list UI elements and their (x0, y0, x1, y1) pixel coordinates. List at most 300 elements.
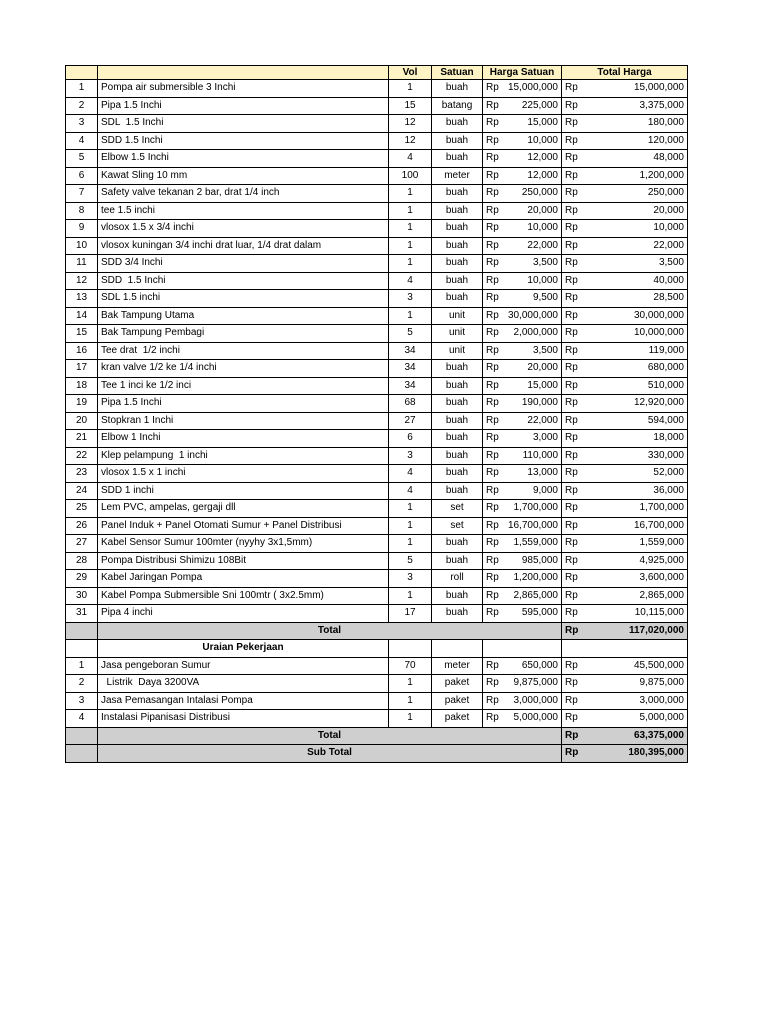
sub-total-row-amount-wrap (565, 745, 684, 761)
row-total-harga-wrap (565, 535, 684, 551)
currency-label: Rp (565, 537, 578, 549)
row-total-harga-value: 3,000,000 (639, 694, 684, 706)
row-total-harga-value: 40,000 (653, 274, 684, 286)
currency-label: Rp (486, 379, 499, 391)
currency-label: Rp (565, 747, 579, 759)
row-harga-satuan-wrap (486, 220, 558, 236)
row-vol: 34 (389, 342, 432, 360)
currency-label: Rp (565, 274, 578, 286)
currency-label: Rp (565, 502, 578, 514)
total-blank (66, 622, 98, 640)
row-harga-satuan-value: 3,000,000 (513, 694, 558, 706)
currency-label: Rp (486, 484, 499, 496)
row-harga-satuan-value: 1,700,000 (513, 502, 558, 514)
currency-label: Rp (565, 187, 578, 199)
row-harga-satuan-wrap (486, 185, 558, 201)
total-blank (66, 745, 98, 763)
row-number: 15 (66, 325, 98, 343)
currency-label: Rp (565, 624, 579, 636)
row-harga-satuan-value: 12,000 (527, 152, 558, 164)
row-number: 19 (66, 395, 98, 413)
row-harga-satuan-value: 1,200,000 (513, 572, 558, 584)
row-satuan: buah (432, 552, 483, 570)
row-total-harga (562, 517, 688, 535)
row-number: 13 (66, 290, 98, 308)
row-harga-satuan-value: 9,875,000 (513, 677, 558, 689)
table-row (66, 80, 688, 98)
row-harga-satuan (483, 237, 562, 255)
row-harga-satuan-value: 3,500 (532, 257, 558, 269)
row-total-harga (562, 500, 688, 518)
table-row (66, 447, 688, 465)
row-total-harga (562, 710, 688, 728)
row-total-harga-value: 680,000 (647, 362, 684, 374)
section-blank (66, 640, 98, 658)
row-harga-satuan (483, 185, 562, 203)
currency-label: Rp (565, 99, 578, 111)
row-harga-satuan-wrap (486, 500, 558, 516)
currency-label: Rp (486, 82, 499, 94)
row-harga-satuan-value: 13,000 (527, 467, 558, 479)
row-total-harga-value: 45,500,000 (633, 659, 684, 671)
row-satuan: buah (432, 535, 483, 553)
row-harga-satuan (483, 132, 562, 150)
row-harga-satuan-value: 10,000 (527, 274, 558, 286)
row-total-harga (562, 97, 688, 115)
work-total-row (66, 727, 688, 745)
row-total-harga-wrap (565, 273, 684, 289)
row-harga-satuan (483, 395, 562, 413)
row-harga-satuan-value: 15,000 (527, 117, 558, 129)
row-number: 4 (66, 710, 98, 728)
total-blank (66, 727, 98, 745)
currency-label: Rp (565, 712, 578, 724)
row-harga-satuan-value: 10,000 (527, 134, 558, 146)
row-vol: 1 (389, 500, 432, 518)
currency-label: Rp (565, 309, 578, 321)
row-total-harga-value: 30,000,000 (633, 309, 684, 321)
currency-label: Rp (565, 589, 578, 601)
row-item: Elbow 1.5 Inchi (98, 150, 389, 168)
row-satuan: meter (432, 167, 483, 185)
row-harga-satuan (483, 325, 562, 343)
table-row (66, 255, 688, 273)
row-harga-satuan-wrap (486, 360, 558, 376)
row-satuan: buah (432, 587, 483, 605)
currency-label: Rp (565, 414, 578, 426)
row-harga-satuan (483, 535, 562, 553)
currency-label: Rp (486, 309, 499, 321)
row-total-harga-value: 510,000 (647, 379, 684, 391)
row-total-harga-wrap (565, 658, 684, 674)
row-satuan: buah (432, 220, 483, 238)
row-vol: 5 (389, 552, 432, 570)
currency-label: Rp (565, 432, 578, 444)
table-row (66, 517, 688, 535)
row-total-harga (562, 290, 688, 308)
row-total-harga-value: 12,920,000 (633, 397, 684, 409)
row-vol: 27 (389, 412, 432, 430)
row-total-harga (562, 150, 688, 168)
row-item: Safety valve tekanan 2 bar, drat 1/4 inch (98, 185, 389, 203)
row-total-harga-wrap (565, 220, 684, 236)
sub-total-row-amount-value: 180,395,000 (628, 747, 684, 759)
currency-label: Rp (486, 694, 499, 706)
row-satuan: paket (432, 710, 483, 728)
cost-estimate-table (65, 65, 688, 763)
currency-label: Rp (565, 239, 578, 251)
row-number: 21 (66, 430, 98, 448)
row-total-harga-wrap (565, 430, 684, 446)
row-vol: 1 (389, 202, 432, 220)
row-harga-satuan-wrap (486, 448, 558, 464)
row-item: Instalasi Pipanisasi Distribusi (98, 710, 389, 728)
row-harga-satuan-value: 1,559,000 (513, 537, 558, 549)
row-item: vlosox kuningan 3/4 inchi drat luar, 1/4 drat dalam (98, 237, 389, 255)
row-satuan: buah (432, 202, 483, 220)
row-total-harga-wrap (565, 448, 684, 464)
materials-total-row (66, 622, 688, 640)
row-harga-satuan (483, 80, 562, 98)
row-number: 28 (66, 552, 98, 570)
row-item: Pompa Distribusi Shimizu 108Bit (98, 552, 389, 570)
table-row (66, 552, 688, 570)
currency-label: Rp (486, 239, 499, 251)
row-number: 25 (66, 500, 98, 518)
currency-label: Rp (565, 484, 578, 496)
row-harga-satuan-wrap (486, 203, 558, 219)
row-total-harga-wrap (565, 98, 684, 114)
row-number: 4 (66, 132, 98, 150)
materials-total-row-amount-wrap (565, 623, 684, 639)
row-total-harga-value: 120,000 (647, 134, 684, 146)
row-item: Bak Tampung Utama (98, 307, 389, 325)
row-harga-satuan (483, 552, 562, 570)
row-vol: 5 (389, 325, 432, 343)
row-vol: 1 (389, 675, 432, 693)
row-vol: 1 (389, 307, 432, 325)
currency-label: Rp (486, 589, 499, 601)
row-total-harga (562, 132, 688, 150)
row-harga-satuan-value: 595,000 (521, 607, 558, 619)
row-harga-satuan-wrap (486, 325, 558, 341)
row-harga-satuan-wrap (486, 168, 558, 184)
row-harga-satuan (483, 657, 562, 675)
row-total-harga-value: 10,000,000 (633, 327, 684, 339)
row-satuan: buah (432, 272, 483, 290)
row-harga-satuan (483, 290, 562, 308)
sub-total-row-amount (562, 745, 688, 763)
row-item: SDD 1 inchi (98, 482, 389, 500)
row-harga-satuan-wrap (486, 693, 558, 709)
row-harga-satuan (483, 150, 562, 168)
table-row (66, 167, 688, 185)
row-number: 31 (66, 605, 98, 623)
table-row (66, 97, 688, 115)
row-item: SDD 1.5 Inchi (98, 132, 389, 150)
row-harga-satuan-wrap (486, 343, 558, 359)
row-number: 22 (66, 447, 98, 465)
currency-label: Rp (565, 379, 578, 391)
row-item: Tee 1 inci ke 1/2 inci (98, 377, 389, 395)
row-total-harga-value: 594,000 (647, 414, 684, 426)
row-total-harga-value: 5,000,000 (639, 712, 684, 724)
row-total-harga (562, 465, 688, 483)
row-item: Klep pelampung 1 inchi (98, 447, 389, 465)
table-row (66, 220, 688, 238)
row-harga-satuan-wrap (486, 395, 558, 411)
row-total-harga-wrap (565, 203, 684, 219)
row-harga-satuan-wrap (486, 675, 558, 691)
row-satuan: buah (432, 412, 483, 430)
currency-label: Rp (565, 117, 578, 129)
row-total-harga-value: 20,000 (653, 204, 684, 216)
row-vol: 4 (389, 465, 432, 483)
table-row (66, 377, 688, 395)
row-item: Pipa 4 inchi (98, 605, 389, 623)
materials-total-row-amount-value: 117,020,000 (628, 624, 684, 636)
row-item: Listrik Daya 3200VA (98, 675, 389, 693)
row-harga-satuan-wrap (486, 238, 558, 254)
row-total-harga-value: 3,500 (658, 257, 684, 269)
row-total-harga-wrap (565, 150, 684, 166)
row-item: vlosox 1.5 x 1 inchi (98, 465, 389, 483)
section-blank (562, 640, 688, 658)
row-total-harga-wrap (565, 500, 684, 516)
row-harga-satuan-wrap (486, 605, 558, 621)
row-harga-satuan (483, 675, 562, 693)
row-number: 16 (66, 342, 98, 360)
row-number: 17 (66, 360, 98, 378)
row-item: SDL 1.5 inchi (98, 290, 389, 308)
row-vol: 1 (389, 535, 432, 553)
table-row (66, 465, 688, 483)
currency-label: Rp (486, 134, 499, 146)
row-harga-satuan-value: 225,000 (521, 99, 558, 111)
row-total-harga (562, 377, 688, 395)
row-vol: 1 (389, 710, 432, 728)
row-vol: 1 (389, 237, 432, 255)
work-total-row-amount (562, 727, 688, 745)
row-total-harga-value: 16,700,000 (633, 519, 684, 531)
row-harga-satuan-wrap (486, 378, 558, 394)
row-total-harga (562, 325, 688, 343)
row-harga-satuan-wrap (486, 658, 558, 674)
row-total-harga (562, 360, 688, 378)
currency-label: Rp (565, 134, 578, 146)
row-harga-satuan (483, 517, 562, 535)
row-satuan: unit (432, 342, 483, 360)
row-harga-satuan (483, 430, 562, 448)
row-total-harga-value: 2,865,000 (639, 589, 684, 601)
currency-label: Rp (565, 292, 578, 304)
row-satuan: buah (432, 290, 483, 308)
table-row (66, 185, 688, 203)
row-harga-satuan-value: 12,000 (527, 169, 558, 181)
row-total-harga-value: 1,700,000 (639, 502, 684, 514)
row-harga-satuan-wrap (486, 430, 558, 446)
row-total-harga-value: 52,000 (653, 467, 684, 479)
row-harga-satuan-value: 20,000 (527, 362, 558, 374)
currency-label: Rp (486, 432, 499, 444)
currency-label: Rp (565, 152, 578, 164)
currency-label: Rp (486, 537, 499, 549)
row-number: 6 (66, 167, 98, 185)
row-harga-satuan (483, 220, 562, 238)
currency-label: Rp (565, 397, 578, 409)
row-total-harga (562, 430, 688, 448)
row-harga-satuan-wrap (486, 98, 558, 114)
table-row (66, 412, 688, 430)
row-item: Kawat Sling 10 mm (98, 167, 389, 185)
currency-label: Rp (565, 204, 578, 216)
currency-label: Rp (565, 677, 578, 689)
row-vol: 34 (389, 377, 432, 395)
row-vol: 100 (389, 167, 432, 185)
header-item (98, 66, 389, 80)
row-satuan: buah (432, 395, 483, 413)
row-total-harga-wrap (565, 185, 684, 201)
row-total-harga (562, 237, 688, 255)
row-satuan: buah (432, 447, 483, 465)
table-row (66, 395, 688, 413)
row-total-harga (562, 167, 688, 185)
row-item: Pompa air submersible 3 Inchi (98, 80, 389, 98)
row-item: Jasa Pemasangan Intalasi Pompa (98, 692, 389, 710)
table-row (66, 710, 688, 728)
row-harga-satuan-value: 110,000 (522, 449, 558, 461)
row-satuan: set (432, 517, 483, 535)
currency-label: Rp (565, 169, 578, 181)
row-harga-satuan-value: 22,000 (527, 414, 558, 426)
row-item: Lem PVC, ampelas, gergaji dll (98, 500, 389, 518)
row-harga-satuan (483, 465, 562, 483)
row-harga-satuan (483, 605, 562, 623)
row-harga-satuan-value: 190,000 (521, 397, 558, 409)
row-vol: 12 (389, 132, 432, 150)
currency-label: Rp (486, 397, 499, 409)
row-total-harga-wrap (565, 115, 684, 131)
row-item: Elbow 1 Inchi (98, 430, 389, 448)
row-number: 14 (66, 307, 98, 325)
table-row (66, 570, 688, 588)
row-number: 5 (66, 150, 98, 168)
row-harga-satuan (483, 412, 562, 430)
table-row (66, 675, 688, 693)
row-harga-satuan-wrap (486, 80, 558, 96)
row-total-harga-wrap (565, 693, 684, 709)
row-item: Kabel Pompa Submersible Sni 100mtr ( 3x2.5mm) (98, 587, 389, 605)
row-vol: 34 (389, 360, 432, 378)
row-harga-satuan-wrap (486, 290, 558, 306)
row-total-harga-wrap (565, 238, 684, 254)
row-vol: 4 (389, 482, 432, 500)
table-row (66, 587, 688, 605)
row-harga-satuan-value: 30,000,000 (507, 309, 558, 321)
row-item: SDD 1.5 Inchi (98, 272, 389, 290)
row-total-harga (562, 80, 688, 98)
table-row (66, 430, 688, 448)
header-harga-satuan: Harga Satuan (483, 66, 562, 80)
row-vol: 3 (389, 570, 432, 588)
row-number: 30 (66, 587, 98, 605)
row-item: Pipa 1.5 Inchi (98, 395, 389, 413)
row-satuan: set (432, 500, 483, 518)
currency-label: Rp (486, 607, 499, 619)
row-vol: 1 (389, 587, 432, 605)
row-satuan: buah (432, 430, 483, 448)
row-harga-satuan (483, 97, 562, 115)
row-total-harga-wrap (565, 255, 684, 271)
row-harga-satuan (483, 255, 562, 273)
row-total-harga (562, 657, 688, 675)
row-vol: 1 (389, 220, 432, 238)
row-vol: 68 (389, 395, 432, 413)
row-total-harga-value: 9,875,000 (639, 677, 684, 689)
table-row (66, 342, 688, 360)
materials-total-row-label: Total (98, 622, 562, 640)
currency-label: Rp (486, 257, 499, 269)
currency-label: Rp (565, 519, 578, 531)
table-row (66, 360, 688, 378)
row-number: 26 (66, 517, 98, 535)
work-section-title: Uraian Pekerjaan (98, 640, 389, 658)
work-total-row-amount-value: 63,375,000 (633, 729, 684, 741)
row-satuan: buah (432, 605, 483, 623)
row-total-harga (562, 675, 688, 693)
currency-label: Rp (486, 519, 499, 531)
row-item: Kabel Sensor Sumur 100mter (nyyhy 3x1,5mm) (98, 535, 389, 553)
row-satuan: unit (432, 307, 483, 325)
row-satuan: meter (432, 657, 483, 675)
row-total-harga-value: 1,559,000 (639, 537, 684, 549)
row-satuan: buah (432, 185, 483, 203)
row-total-harga-wrap (565, 168, 684, 184)
row-number: 10 (66, 237, 98, 255)
row-vol: 1 (389, 80, 432, 98)
currency-label: Rp (565, 82, 578, 94)
row-total-harga-wrap (565, 465, 684, 481)
row-harga-satuan-wrap (486, 133, 558, 149)
row-harga-satuan-value: 650,000 (521, 659, 558, 671)
row-harga-satuan-value: 10,000 (527, 222, 558, 234)
row-satuan: paket (432, 675, 483, 693)
row-total-harga-value: 28,500 (653, 292, 684, 304)
row-vol: 6 (389, 430, 432, 448)
row-number: 3 (66, 115, 98, 133)
row-harga-satuan-value: 9,000 (532, 484, 558, 496)
row-total-harga-wrap (565, 133, 684, 149)
row-total-harga-value: 1,200,000 (639, 169, 684, 181)
table-row (66, 272, 688, 290)
row-item: Jasa pengeboran Sumur (98, 657, 389, 675)
header-row (66, 66, 688, 80)
section-blank (483, 640, 562, 658)
row-item: Pipa 1.5 Inchi (98, 97, 389, 115)
row-harga-satuan (483, 570, 562, 588)
row-total-harga (562, 692, 688, 710)
row-harga-satuan-wrap (486, 588, 558, 604)
work-total-row-label: Total (98, 727, 562, 745)
row-total-harga (562, 342, 688, 360)
currency-label: Rp (486, 414, 499, 426)
row-number: 7 (66, 185, 98, 203)
work-section-row (66, 640, 688, 658)
header-no (66, 66, 98, 80)
row-harga-satuan-wrap (486, 150, 558, 166)
row-harga-satuan-value: 2,865,000 (513, 589, 558, 601)
row-number: 1 (66, 657, 98, 675)
